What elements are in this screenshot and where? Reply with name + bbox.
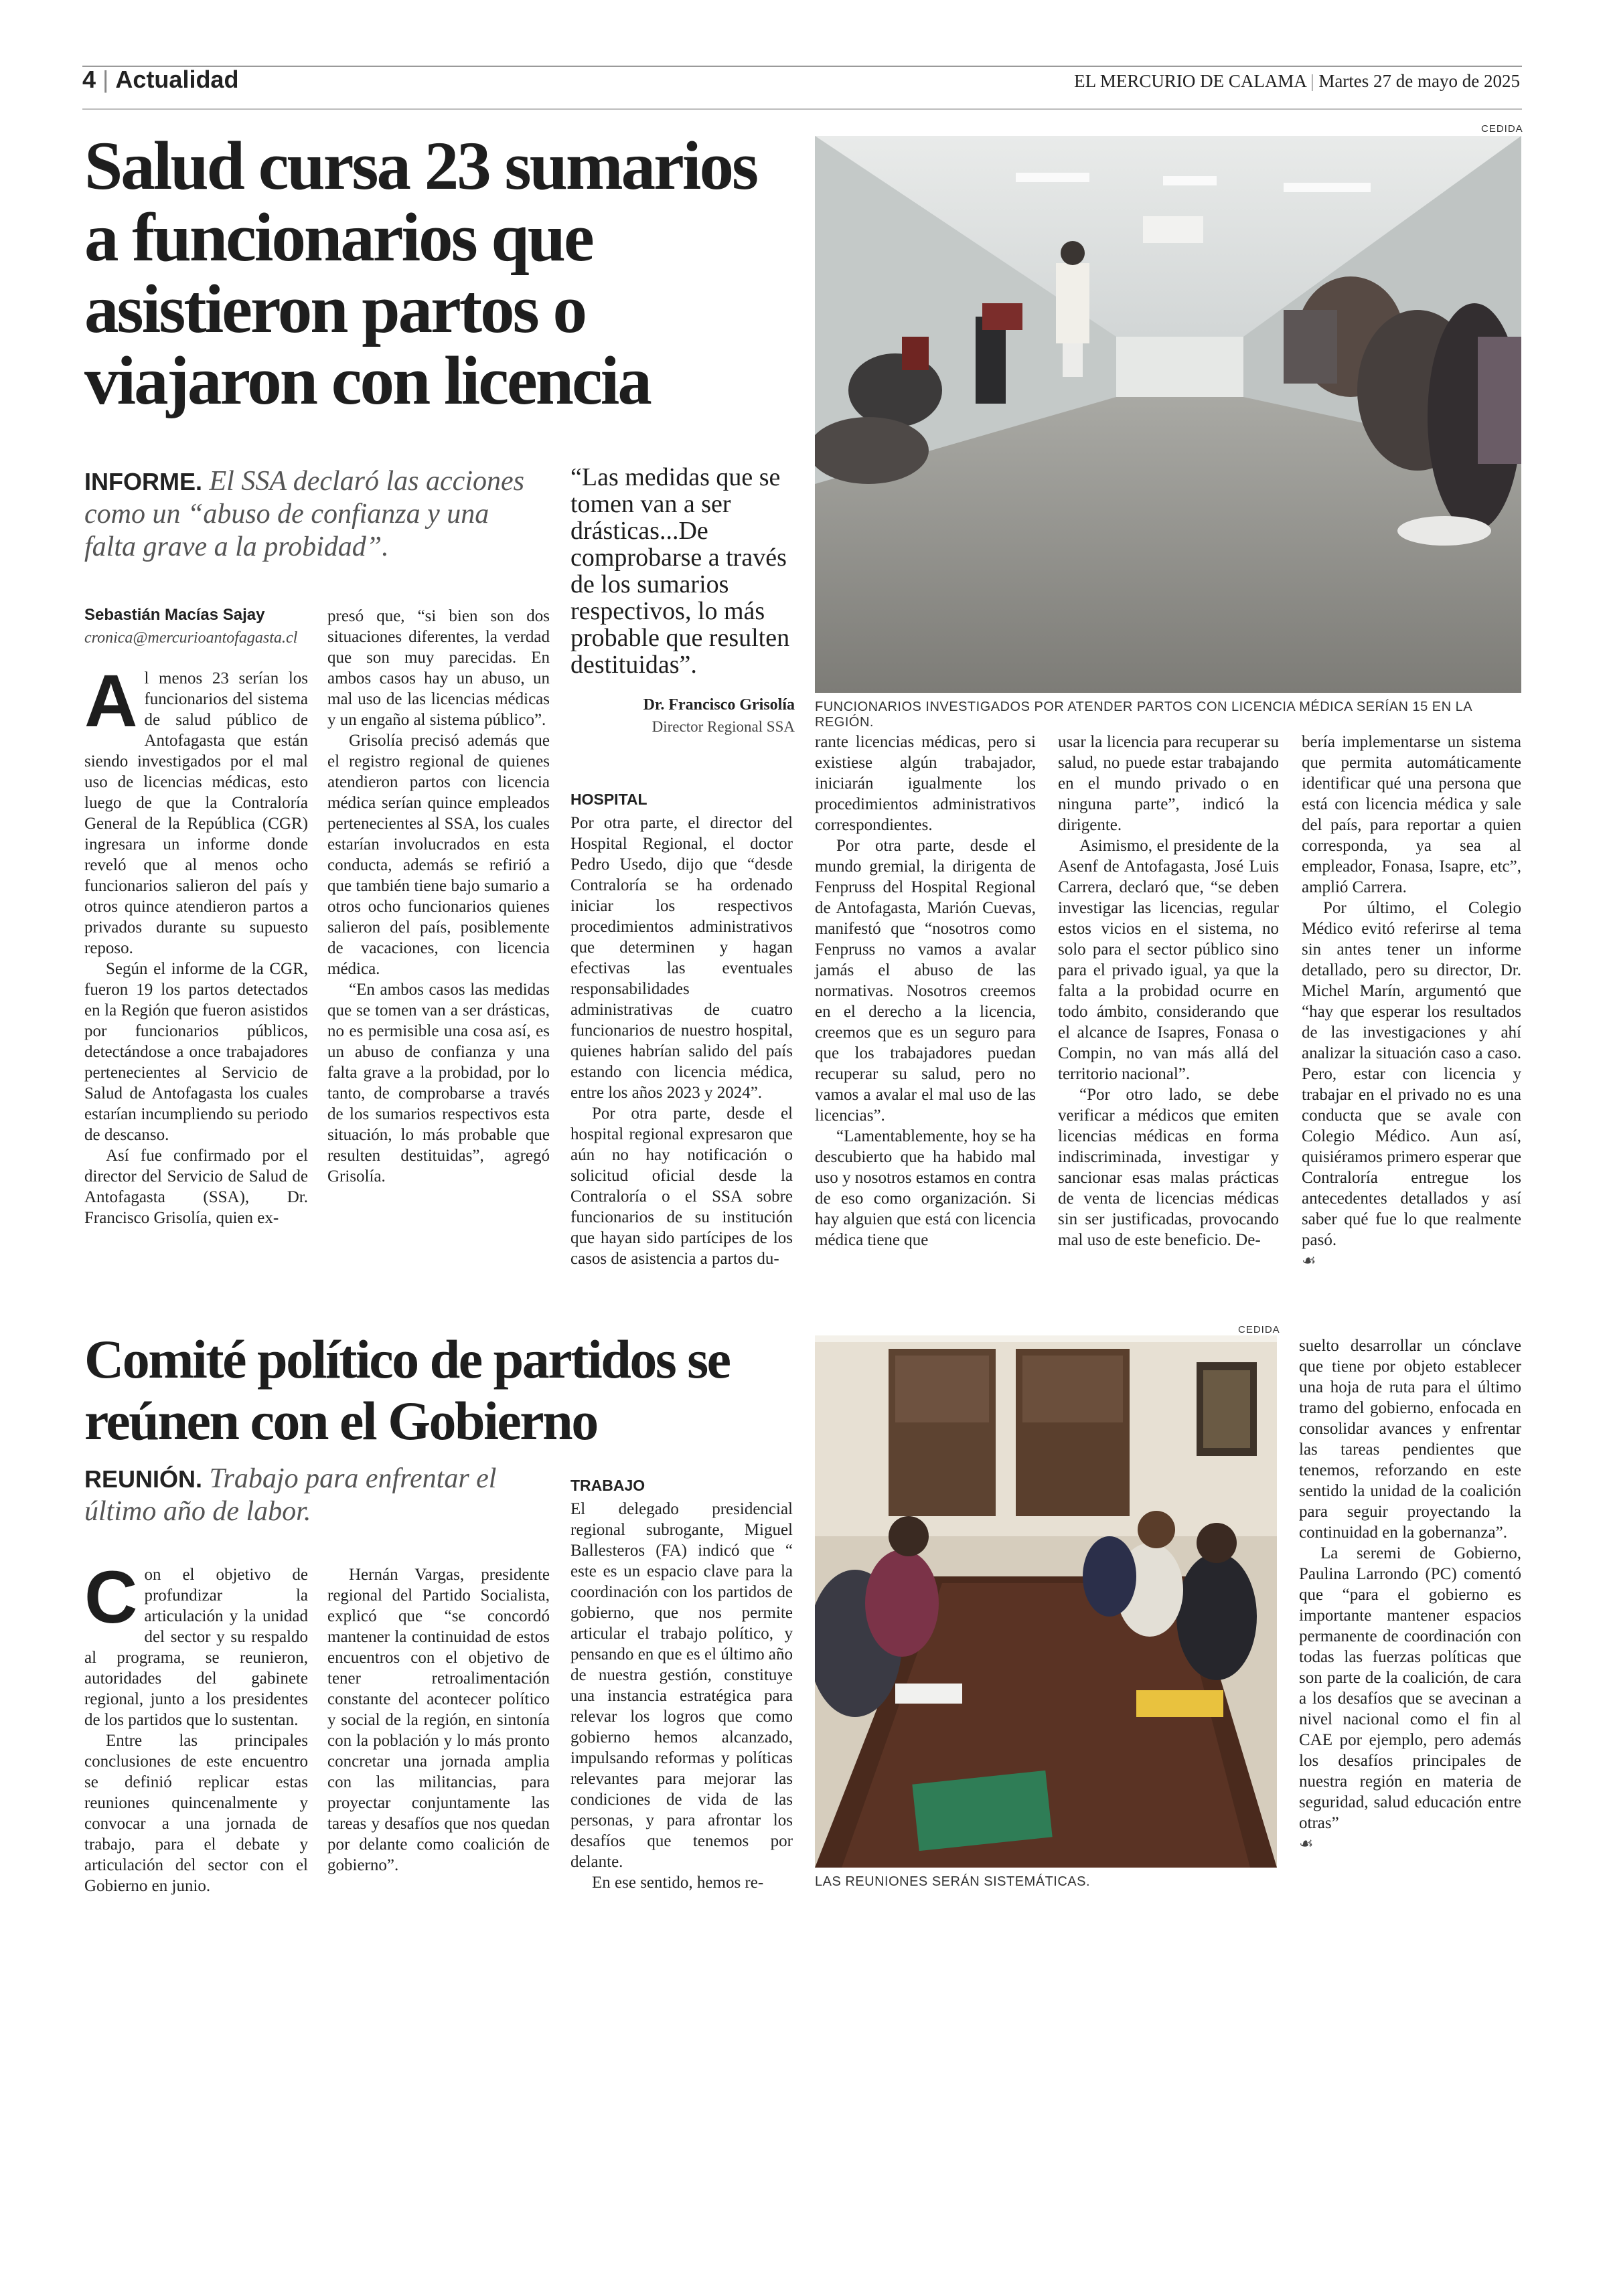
dropcap: A — [84, 660, 138, 742]
pull-quote-role: Director Regional SSA — [652, 718, 795, 735]
paragraph: usar la licencia para recuperar su salud, no puede estar trabajando en el mundo privado o en ninguna parte”, indicó la dirigente. — [1058, 733, 1279, 834]
deck-kicker: REUNIÓN. — [84, 1465, 203, 1493]
paragraph: presó que, “si bien son dos situaciones diferentes, la verdad que son muy parecidas. En ambos casos hay un abuso, un mal uso de las licencias médicas y un engaño al sistema público”. — [327, 607, 550, 729]
publication-name: EL MERCURIO DE CALAMA — [1074, 71, 1306, 91]
paragraph: Según el informe de la CGR, fueron 19 los partos detectados en la Región que fueron asistidos por funcionarios públicos, detectándose a once trabajadores pertenecientes al Servicio de Salud de Antofagasta los cuales estarían incumpliendo su periodo de descanso. — [84, 960, 308, 1144]
meeting-image — [815, 1335, 1277, 1868]
paragraph: Por último, el Colegio Médico evitó referirse al tema sin antes tener un informe detallado, pero su director, Dr. Michel Marín, argumentó que “hay que esperar los resultados de las investigaciones y ahí analizar la situación caso a caso. Pero, estar con licencia y trabajar en el privado no es una conducta que se avale con Colegio Médico. Aun así, quisiéramos primero esperar que Contraloría entregue los antecedentes detallados y así saber qué fue lo que realmente pasó. — [1302, 899, 1521, 1249]
article1-column-5 — [1058, 732, 1279, 1250]
article1-column-2 — [327, 606, 550, 1187]
article1-column-3 — [570, 780, 793, 1269]
photo2-caption: LAS REUNIONES SERÁN SISTEMÁTICAS. — [815, 1874, 1091, 1889]
publication-info: EL MERCURIO DE CALAMA | Martes 27 de mayo de 2025 — [1074, 71, 1520, 91]
page-number: 4 — [82, 66, 96, 93]
paragraph: Hernán Vargas, presidente regional del Partido Socialista, explicó que “se concordó mantener la continuidad de estos encuentros con el objetivo de tener retroalimentación constante del acontecer político y social de la región, en sintonía con la población y lo más pronto concretar una jornada amplia con las militancias, para proyectar conjuntamente las tareas y desafíos que nos quedan por delante como coalición de gobierno”. — [327, 1566, 550, 1874]
article1-headline: Salud cursa 23 sumarios a funcionarios que asistieron partos o viajaron con licencia — [84, 128, 757, 419]
article1-column-4 — [815, 732, 1036, 1250]
photo2-credit: CEDIDA — [1238, 1324, 1280, 1335]
article2-headline: Comité político de partidos se reúnen con el Gobierno — [84, 1329, 730, 1451]
paragraph: La seremi de Gobierno, Paulina Larrondo (PC) comentó que “para el gobierno es importante mantener espacios permanente de coordinación con todas las fuerzas políticas que son parte de la coalición, de cara a los desafíos que se avecinan a nivel nacional como el fin al CAE por ejemplo, pero además los desafíos principales de nuestra región en materia de seguridad, salud educación entre otras” — [1299, 1544, 1521, 1832]
article2-deck — [84, 1463, 546, 1528]
article2-column-4 — [1299, 1335, 1521, 1855]
byline-email[interactable]: cronica@mercurioantofagasta.cl — [84, 629, 298, 647]
separator: | — [102, 66, 109, 93]
page-section-label — [82, 66, 238, 94]
article1-end-mark: ☙ — [1302, 1252, 1316, 1270]
deck-kicker: INFORME. — [84, 468, 202, 495]
paragraph: “Lamentablemente, hoy se ha descubierto que ha habido mal uso y nosotros estamos en contra de eso como organización. Si hay alguien que está con licencia médica tiene que — [815, 1127, 1036, 1249]
hospital-corridor-image — [815, 136, 1521, 693]
paragraph: En ese sentido, hemos re- — [592, 1874, 764, 1892]
paragraph: Por otra parte, desde el mundo gremial, la dirigenta de Fenpruss del Hospital Regional de Antofagasta, Marión Cuevas, manifestó que “nosotros como Fenpruss no vamos a avalar jamás el abuso de las normativas. Nosotros creemos en el derecho a la licencia, creemos que es un seguro para que los trabajadores puedan recuperar su salud, pero no vamos a avalar el mal uso de las licencias”. — [815, 837, 1036, 1125]
deck-text: Trabajo para enfrentar el último año de labor. — [84, 1463, 497, 1527]
article1-column-6 — [1302, 732, 1521, 1272]
photo1-caption: FUNCIONARIOS INVESTIGADOS POR ATENDER PARTOS CON LICENCIA MÉDICA SERÍAN 15 EN LA REGIÓN. — [815, 700, 1472, 730]
hospital-corridor-photo — [815, 136, 1521, 693]
subheading-hospital: HOSPITAL — [570, 791, 647, 808]
article2-column-3 — [570, 1466, 793, 1893]
header-top-rule — [82, 66, 1522, 67]
deck-text: El SSA declaró las acciones como un “abuso de confianza y una falta grave a la probidad”. — [84, 466, 524, 562]
article2-column-2 — [327, 1564, 550, 1876]
paragraph: on el objetivo de profundizar la articulación y la unidad del sector y su respaldo al programa, se reunieron, autoridades del gabinete regional, junto a los presidentes de los partidos que lo sustentan. — [84, 1566, 308, 1729]
paragraph: suelto desarrollar un cónclave que tiene por objeto establecer una hoja de ruta para el último tramo del gobierno, enfocada en consolidar avances y enfrentar las tareas pendientes que tenemos, reforzando en este sentido la unidad de la coalición para seguir proyectando la continuidad en la gobernanza”. — [1299, 1337, 1521, 1542]
paragraph: Así fue confirmado por el director del Servicio de Salud de Antofagasta (SSA), Dr. Francisco Grisolía, quien ex- — [84, 1147, 308, 1227]
paragraph: bería implementarse un sistema que permita automáticamente identificar qué una persona que está con licencia médica y sale del país, para reportar a quien corresponda, ya sea al empleador, Fonasa, Isapre, etc”, amplió Carrera. — [1302, 733, 1521, 896]
paragraph: rante licencias médicas, pero si existiese algún trabajador, iniciarán igualmente los procedimientos administrativos correspondientes. — [815, 733, 1036, 834]
paragraph: Asimismo, el presidente de la Asenf de Antofagasta, José Luis Carrera, declaró que, “se deben investigar las licencias, regular estos vicios en el sistema, no solo para el sector público sino para el privado igual, ya que la falta a la probidad ocurre en todo ámbito, considerando que el alcance de Isapres, Fonasa o Compin, no van más allá del territorio nacional”. — [1058, 837, 1279, 1083]
header-bottom-rule — [82, 108, 1522, 110]
paragraph: “Por otro lado, se debe verificar a médicos que emiten licencias médicas en forma indiscriminada, investigar y sancionar esas malas prácticas de venta de licencias médicas sin ser justificadas, provocando mal uso de este beneficio. De- — [1058, 1086, 1279, 1249]
article2-end-mark: ☙ — [1299, 1835, 1314, 1853]
paragraph: “En ambos casos las medidas que se tomen van a ser drásticas, no es permisible una cosa así, es un abuso de confianza y una falta grave a la probidad, por lo tanto, de comprobarse a través de los sumarios respectivos esta situación, lo más probable que resulten destituidas”, agregó Grisolía. — [327, 981, 550, 1185]
byline: Sebastián Macías Sajay — [84, 606, 265, 624]
paragraph: Grisolía precisó además que el registro regional de quienes atendieron partos con licencia médica serían quince empleados pertenecientes al SSA, los cuales estarían involucrados en esta conducta, además se refirió a que también tiene bajo sumario a otros ocho funcionarios quienes salieron del país, posiblemente de vacaciones, con licencia médica. — [327, 732, 550, 978]
pull-quote: “Las medidas que se tomen van a ser drásticas...De comprobarse a través de los sumarios respectivos, lo más probable que resulten destituidas”. — [570, 463, 790, 679]
article2-column-1 — [84, 1556, 308, 1896]
photo1-credit: CEDIDA — [1481, 123, 1523, 135]
article1-deck — [84, 465, 546, 564]
pull-quote-author: Dr. Francisco Grisolía — [643, 696, 795, 714]
dropcap: C — [84, 1556, 138, 1639]
paragraph: l menos 23 serían los funcionarios del sistema de salud público de Antofagasta que están siendo investigados por el mal uso de licencias médicas, esto luego de que la Contraloría General de la República (CGR) ingresara un informe donde reveló que al menos ocho funcionarios salieron del país y otros quince atendieron partos a privados durante su supuesto reposo. — [84, 669, 308, 957]
publication-date: Martes 27 de mayo de 2025 — [1318, 71, 1520, 91]
paragraph: El delegado presidencial regional subrogante, Miguel Ballesteros (FA) indicó que “ este es un espacio clave para la coordinación con los partidos de gobierno, que nos permite articular el trabajo político, y pensando en que es el último año de nuestra gestión, constituye una instancia estratégica para relevar los logros que como gobierno hemos alcanzado, impulsando reformas y políticas relevantes para mejorar las condiciones de vida de las personas, y para afrontar los desafíos que tenemos por delante. — [570, 1500, 793, 1871]
paragraph: Por otra parte, el director del Hospital Regional, el doctor Pedro Usedo, dijo que “desde Contraloría se ha ordenado iniciar los respectivos procedimientos administrativos que determinen y hagan efectivas las eventuales responsabilidades administrativas de cuatro funcionarios de nuestro hospital, quienes habrían salido del país estando con licencia médica, entre los años 2023 y 2024”. — [570, 814, 793, 1102]
article1-column-1 — [84, 660, 308, 1228]
subheading-trabajo: TRABAJO — [570, 1477, 645, 1494]
section-name: Actualidad — [115, 66, 239, 93]
paragraph: Por otra parte, desde el hospital regional expresaron que aún no hay notificación o solicitud oficial desde la Contraloría o el SSA sobre funcionarios de su institución que hayan sido partícipes de los casos de asistencia a partos du- — [570, 1104, 793, 1268]
meeting-photo — [815, 1335, 1277, 1868]
paragraph: Entre las principales conclusiones de este encuentro se definió replicar estas reuniones quincenalmente y convocar a una jornada de trabajo, para el debate y articulación del sector con el Gobierno en junio. — [84, 1732, 308, 1895]
